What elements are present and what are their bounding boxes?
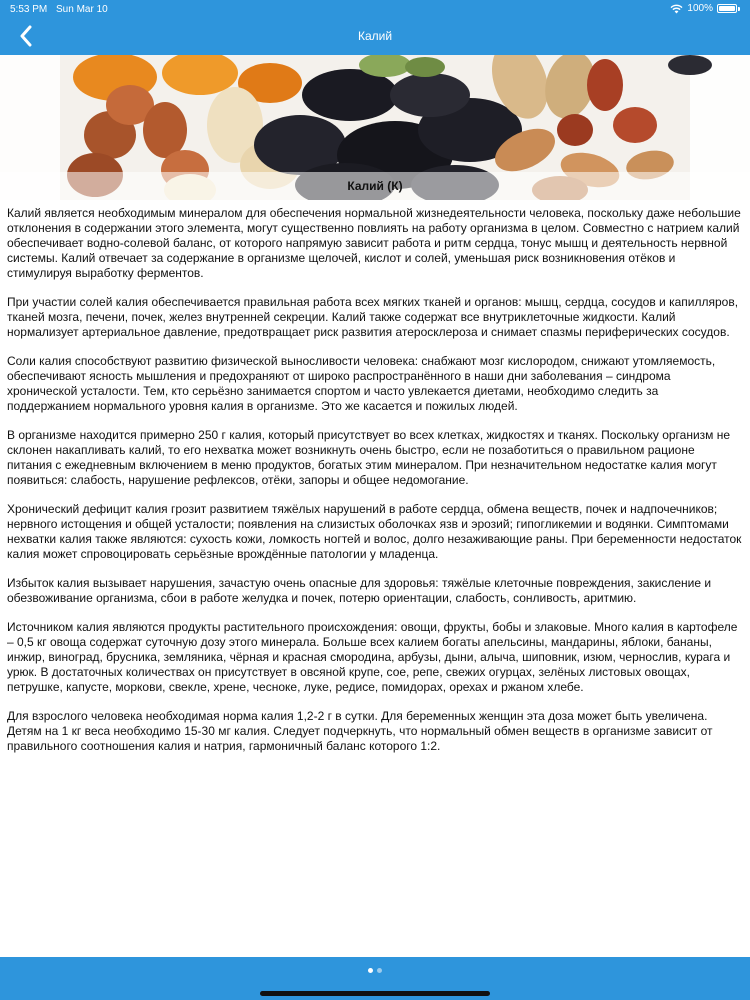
article-paragraph: Избыток калия вызывает нарушения, зачастую очень опасные для здоровья: тяжёлые клеточные повреждения, закисление и обезвоживание организма, сбои в работе желудка и почек, потерю ориентации, слабость, сонливость, аритмию. xyxy=(7,576,712,605)
article-paragraph: В организме находится примерно 250 г калия, который присутствует во всех клетках, жидкостях и тканях. Поскольку организм не склонен накапливать калий, то его нехватка может возникнуть очень быстро, если не позаботиться о правильном рационе питания с ежедневным включением в меню продуктов, богатых этим минералом. При незначительном недостатке калия могут появиться: слабость, нарушение рефлексов, отёки, запоры и общее недомогание. xyxy=(7,428,731,487)
wifi-icon xyxy=(670,4,683,14)
status-bar xyxy=(0,0,750,18)
battery-icon xyxy=(717,4,737,13)
battery-percent: 100% xyxy=(687,3,713,14)
hero-caption: Калий (К) xyxy=(0,172,750,200)
page-dot-2[interactable] xyxy=(377,968,382,973)
bottom-bar xyxy=(0,957,750,1000)
battery-nub xyxy=(738,7,740,11)
status-time: 5:53 PM xyxy=(10,4,48,15)
status-date: Sun Mar 10 xyxy=(56,4,108,15)
page-dot-1[interactable] xyxy=(368,968,373,973)
home-indicator[interactable] xyxy=(260,991,490,996)
article-paragraph: Хронический дефицит калия грозит развитием тяжёлых нарушений в работе сердца, обмена веществ, почек и надпочечников; нервного истощения и общей усталости; появления на слизистых оболочках язв и эрозий; гипогликемии и водянки. Симптомами нехватки калия также являются: сухость кожи, ломкость ногтей и волос, долго незаживающие раны. При беременности недостаток калия может спровоцировать серьёзные врождённые патологии у младенца. xyxy=(7,502,742,561)
navigation-bar xyxy=(0,18,750,55)
article-paragraph: При участии солей калия обеспечивается правильная работа всех мягких тканей и органов: мышц, сердца, сосудов и капилляров, тканей мозга, печени, почек, желез внутренней секреции. Калий также содержат все внутриклеточные жидкости. Калий нормализует артериальное давление, предотвращает риск развития атеросклероза и снимает спазмы периферических сосудов. xyxy=(7,295,739,339)
hero-image xyxy=(0,55,750,200)
page-indicator[interactable] xyxy=(0,968,750,973)
article-body xyxy=(7,206,743,768)
top-bar xyxy=(0,0,750,55)
article-paragraph: Источником калия являются продукты растительного происхождения: овощи, фрукты, бобы и злаковые. Много калия в картофеле – 0,5 кг овоща содержат суточную дозу этого минерала. Больше всех калием богаты апельсины, мандарины, яблоки, бананы, инжир, виноград, брусника, земляника, чёрная и красная смородина, арбузы, дыни, алыча, шиповник, изюм, чернослив, курага и урюк. В достаточных количествах он присутствует в овсяной крупе, сое, репе, свежих огурцах, зелёных листовых овощах, петрушке, капусте, моркови, свекле, хрене, чесноке, луке, редисе, помидорах, орехах и ржаном хлебе. xyxy=(7,620,738,694)
status-indicators xyxy=(670,3,740,14)
page-title: Калий xyxy=(357,29,393,43)
article-paragraph: Для взрослого человека необходимая норма калия 1,2-2 г в сутки. Для беременных женщин эта доза может быть увеличена. Детям на 1 кг веса необходимо 15-30 мг калия. Следует подчеркнуть, что нормальный обмен веществ в организме зависит от правильного соотношения калия и натрия, гармоничный баланс которого 1:2. xyxy=(7,709,713,753)
article-paragraph: Соли калия способствуют развитию физической выносливости человека: снабжают мозг кислородом, снижают утомляемость, обеспечивают ясность мышления и предохраняют от широко распространённого в наши дни заболевания – синдрома хронической усталости. Тем, кто серьёзно занимается спортом и часто увлекается диетами, необходимо следить за поддержанием нормального уровня калия в организме. Это же касается и пожилых людей. xyxy=(7,354,716,413)
article-paragraph: Калий является необходимым минералом для обеспечения нормальной жизнедеятельности человека, поскольку даже небольшие отклонения в содержании этого элемента, могут существенно повлиять на работу организма в целом. Совместно с натрием калий обеспечивает водно-солевой баланс, от которого напрямую зависит работа и ритм сердца, тонус мышц и деятельность нервной системы. Калий отвечает за содержание в организме щелочей, кислот и солей, уменьшая риск возникновения отёков и стимулируя выработку ферментов. xyxy=(7,206,741,280)
